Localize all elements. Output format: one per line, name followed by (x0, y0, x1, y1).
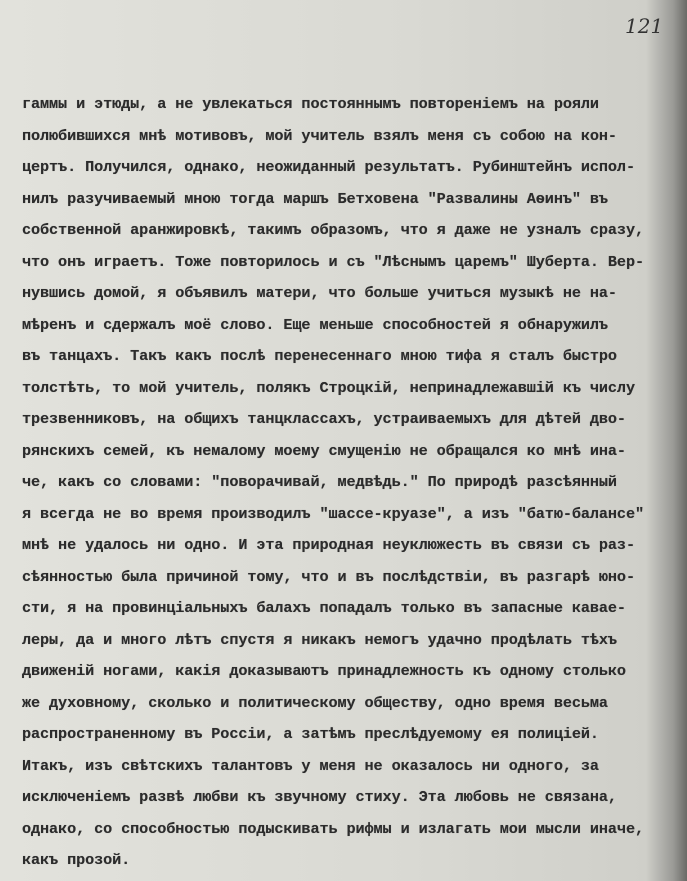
text-line: исключеніемъ развѣ любви къ звучному стиху. Эта любовь не связана, (22, 788, 617, 806)
text-line: трезвенниковъ, на общихъ танцклассахъ, устраиваемыхъ для дѣтей дво- (22, 410, 626, 428)
text-line: я всегда не во время производилъ "шассе-круазе", а изъ "батю-балансе" (22, 504, 644, 523)
text-line: че, какъ со словами: "поворачивай, медвѣдь." По природѣ разсѣянный (22, 473, 617, 491)
text-line: что онъ играетъ. Тоже повторилось и съ "Лѣснымъ царемъ" Шуберта. Вер- (22, 252, 644, 271)
text-line: рянскихъ семей, къ немалому моему смущенію не обращался ко мнѣ ина- (22, 441, 626, 460)
page-number: 121 (625, 14, 664, 38)
text-line: же духовному, сколько и политическому обществу, одно время весьма (22, 693, 608, 712)
text-line: какъ прозой. (22, 851, 131, 869)
text-line: гаммы и этюды, а не увлекаться постояннымъ повтореніемъ на рояли (22, 95, 599, 113)
text-line: мѣренъ и сдержалъ моё слово. Еще меньше способностей я обнаружилъ (22, 315, 608, 334)
text-line: Итакъ, изъ свѣтскихъ талантовъ у меня не оказалось ни одного, за (22, 756, 599, 775)
typewritten-text (22, 93, 672, 881)
text-line: собственной аранжировкѣ, такимъ образомъ, что я даже не узналъ сразу, (22, 221, 644, 239)
text-line: распространенному въ Россіи, а затѣмъ преслѣдуемому ея полиціей. (22, 725, 599, 743)
text-line: въ танцахъ. Такъ какъ послѣ перенесеннаго мною тифа я сталъ быстро (22, 347, 617, 365)
text-line: цертъ. Получился, однако, неожиданный результатъ. Рубинштейнъ испол- (22, 158, 635, 176)
text-line: движеній ногами, какія доказываютъ принадлежность къ одному столько (22, 662, 626, 680)
text-line: полюбившихся мнѣ мотивовъ, мой учитель взялъ меня съ собою на кон- (22, 126, 617, 145)
text-line: нувшись домой, я объявилъ матери, что больше учиться музыкѣ не на- (22, 284, 617, 302)
text-line: сти, я на провинціальныхъ балахъ попадалъ только въ запасные кавае- (22, 599, 626, 617)
text-line: толстѣть, то мой учитель, полякъ Строцкій, непринадлежавшій къ числу (22, 378, 635, 397)
text-line: нилъ разучиваемый мною тогда маршъ Бетховена "Развалины Аѳинъ" въ (22, 189, 608, 208)
text-line: однако, со способностью подыскивать рифмы и излагать мои мысли иначе, (22, 819, 644, 838)
text-line: леры, да и много лѣтъ спустя я никакъ немогъ удачно продѣлать тѣхъ (22, 630, 617, 649)
text-line: сѣянностью была причиной тому, что и въ послѣдствіи, въ разгарѣ юно- (22, 567, 635, 586)
text-line: мнѣ не удалось ни одно. И эта природная неуклюжесть въ связи съ раз- (22, 536, 635, 554)
